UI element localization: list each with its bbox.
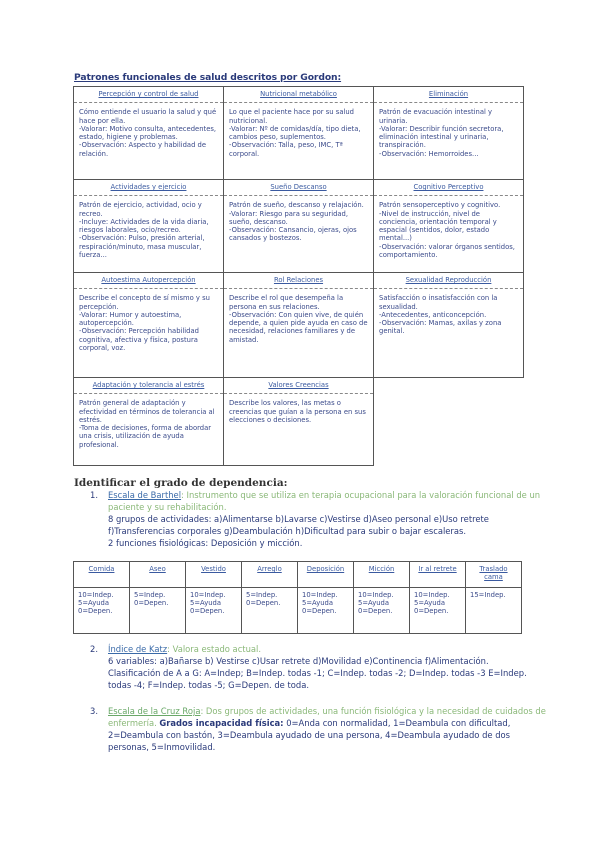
pattern-line: -Valorar: Motivo consulta, antecedentes, estado, higiene y problemas. bbox=[79, 124, 217, 142]
barthel-cell bbox=[410, 588, 466, 634]
pattern-cell bbox=[223, 86, 374, 180]
section-title-dependencia: Identificar el grado de dependencia: bbox=[74, 477, 288, 489]
pattern-line: -Incluye: Actividades de la vida diaria, riesgos laborales, ocio/recreo. bbox=[79, 217, 209, 235]
pattern-heading: Percepción y control de salud bbox=[74, 87, 223, 103]
pattern-cell bbox=[373, 272, 524, 378]
barthel-header: Aseo bbox=[130, 562, 186, 588]
barthel-header: Traslado cama bbox=[466, 562, 522, 588]
pattern-line: -Observación: Cansancio, ojeras, ojos cansados y bostezos. bbox=[229, 226, 357, 243]
barthel-value: 5=Indep. bbox=[134, 591, 166, 599]
barthel-value: 0=Depen. bbox=[190, 607, 225, 615]
pattern-line: -Valorar: Riesgo para su seguridad, sueño, descanso. bbox=[229, 209, 349, 226]
list-number: 3. bbox=[90, 706, 98, 716]
katz-variables: 6 variables: a)Bañarse b) Vestirse c)Usar retrete d)Movilidad e)Continencia f)Alimentación. bbox=[108, 656, 489, 666]
pattern-line: Cómo entiende el usuario la salud y qué hace por ella. bbox=[79, 108, 217, 125]
empty-cell bbox=[373, 377, 524, 466]
pattern-cell bbox=[73, 272, 224, 378]
pattern-heading: Autoestima Autopercepción bbox=[74, 273, 223, 289]
barthel-value: 10=Indep. bbox=[190, 591, 226, 599]
pattern-line: -Valorar: Describir función secretora, eliminación intestinal y urinaria, transpiración. bbox=[379, 124, 504, 150]
barthel-cell bbox=[466, 588, 522, 634]
barthel-header: Micción bbox=[354, 562, 410, 588]
pattern-line: -Observación: Con quien vive, de quién depende, a quien pide ayuda en caso de necesidad, relaciones familiares y de amistad. bbox=[229, 310, 368, 344]
pattern-heading: Sueño Descanso bbox=[224, 180, 373, 196]
cruzroja-description: : Dos grupos de actividades, una función fisiológica y la necesidad de cuidados de enfermería. bbox=[108, 706, 546, 728]
pattern-cell bbox=[373, 179, 524, 273]
pattern-line: -Valorar: Nº de comidas/día, tipo dieta, cambios peso, suplementos. bbox=[229, 124, 361, 142]
barthel-cell bbox=[298, 588, 354, 634]
pattern-line: -Nivel de instrucción, nivel de conciencia, orientación temporal y espacial (sentidos, dolor, estado mental...) bbox=[379, 209, 497, 243]
barthel-value: 10=Indep. bbox=[302, 591, 338, 599]
barthel-value: 0=Depen. bbox=[246, 599, 281, 607]
barthel-value: 0=Depen. bbox=[134, 599, 169, 607]
pattern-cell bbox=[373, 86, 524, 180]
pattern-cell bbox=[223, 272, 374, 378]
pattern-line: Patrón de evacuación intestinal y urinaria. bbox=[379, 108, 493, 125]
pattern-cell bbox=[73, 86, 224, 180]
pattern-line: Describe el concepto de sí mismo y su percepción. bbox=[79, 294, 210, 311]
barthel-value: 10=Indep. bbox=[358, 591, 394, 599]
pattern-line: Patrón de ejercicio, actividad, ocio y recreo. bbox=[79, 201, 202, 218]
pattern-line: Describe los valores, las metas o creencias que guían a la persona en sus elecciones o decisiones. bbox=[229, 399, 366, 424]
barthel-value: 0=Depen. bbox=[414, 607, 449, 615]
barthel-value: 5=Ayuda bbox=[302, 599, 334, 607]
pattern-line: -Observación: Talla, peso, IMC, Tª corporal. bbox=[229, 141, 343, 158]
barthel-value: 10=Indep. bbox=[414, 591, 450, 599]
pattern-cell bbox=[73, 377, 224, 466]
barthel-cell bbox=[74, 588, 130, 634]
pattern-line: Patrón general de adaptación y efectividad en términos de tolerancia al estrés. bbox=[79, 399, 215, 424]
pattern-cell bbox=[223, 179, 374, 273]
list-number: 1. bbox=[90, 490, 98, 500]
pattern-line: -Observación: Percepción habilidad cognitiva, afectiva y física, postura corporal, voz. bbox=[79, 327, 199, 353]
barthel-table bbox=[73, 561, 522, 634]
pattern-heading: Rol Relaciones bbox=[224, 273, 373, 289]
barthel-header: Deposición bbox=[298, 562, 354, 588]
barthel-value: 0=Depen. bbox=[302, 607, 337, 615]
pattern-heading: Valores Creencias bbox=[224, 378, 373, 394]
pattern-line: -Observación: Pulso, presión arterial, respiración/minuto, masa muscular, fuerza... bbox=[79, 234, 205, 260]
pattern-line: -Toma de decisiones, forma de abordar una crisis, utilización de ayuda profesional. bbox=[79, 424, 212, 449]
pattern-cell bbox=[73, 179, 224, 273]
pattern-heading: Actividades y ejercicio bbox=[74, 180, 223, 196]
pattern-line: Lo que el paciente hace por su salud nutricional. bbox=[229, 108, 354, 125]
pattern-line: -Antecedentes, anticoncepción. bbox=[379, 310, 487, 319]
barthel-cell bbox=[130, 588, 186, 634]
pattern-line: Patrón de sueño, descanso y relajación. bbox=[229, 201, 364, 210]
barthel-cell bbox=[242, 588, 298, 634]
barthel-header: Arreglo bbox=[242, 562, 298, 588]
pattern-heading: Nutricional metabólico bbox=[224, 87, 373, 103]
pattern-line: Satisfacción o insatisfacción con la sexualidad. bbox=[379, 294, 498, 311]
barthel-value: 5=Ayuda bbox=[358, 599, 390, 607]
cruzroja-grades-label: Grados incapacidad física: bbox=[159, 718, 284, 728]
list-number: 2. bbox=[90, 644, 98, 654]
pattern-line: -Observación: Hemorroides... bbox=[379, 149, 479, 158]
barthel-header: Ir al retrete bbox=[410, 562, 466, 588]
barthel-header: Vestido bbox=[186, 562, 242, 588]
barthel-value: 5=Ayuda bbox=[414, 599, 446, 607]
katz-link[interactable]: Índice de Katz bbox=[108, 644, 168, 654]
pattern-cell bbox=[223, 377, 374, 466]
pattern-heading: Sexualidad Reproducción bbox=[374, 273, 523, 289]
cruzroja-link[interactable]: Escala de la Cruz Roja bbox=[108, 706, 201, 716]
barthel-groups: 8 grupos de actividades: a)Alimentarse b)Lavarse c)Vestirse d)Aseo personal e)Uso retrete f)Transferencias corporales g)Deambulación h)Dificultad para subir o bajar escaleras. bbox=[108, 514, 489, 536]
barthel-value: 5=Ayuda bbox=[190, 599, 222, 607]
katz-classification: Clasificación de A a G: A=Indep; B=Indep. todas -1; C=Indep. todas -2; D=Indep. todas -3 E=Indep. todas -4; F=Indep. todas -5; G=Depen. de toda. bbox=[108, 668, 527, 690]
barthel-cell bbox=[354, 588, 410, 634]
barthel-value: 5=Indep. bbox=[246, 591, 278, 599]
cruzroja-grades: 0=Anda con normalidad, 1=Deambula con dificultad, 2=Deambula con bastón, 3=Deambula ayudado de una persona, 4=Deambula ayudado de dos personas, 5=Inmovilidad. bbox=[108, 718, 511, 752]
barthel-functions: 2 funciones fisiológicas: Deposición y micción. bbox=[108, 538, 303, 548]
gordon-patterns-grid bbox=[73, 86, 523, 465]
barthel-value: 10=Indep. bbox=[78, 591, 114, 599]
barthel-value: 0=Depen. bbox=[358, 607, 393, 615]
pattern-line: -Observación: Mamas, axilas y zona genital. bbox=[379, 319, 502, 336]
pattern-line: -Observación: Aspecto y habilidad de relación. bbox=[79, 141, 207, 158]
pattern-line: -Observación: valorar órganos sentidos, comportamiento. bbox=[379, 242, 515, 260]
katz-description: : Valora estado actual. bbox=[167, 644, 262, 654]
page-title: Patrones funcionales de salud descritos por Gordon: bbox=[74, 72, 342, 83]
barthel-value: 0=Depen. bbox=[78, 607, 113, 615]
barthel-header: Comida bbox=[74, 562, 130, 588]
barthel-link[interactable]: Escala de Barthel bbox=[108, 490, 182, 500]
pattern-line: -Valorar: Humor y autoestima, autopercepción. bbox=[79, 310, 182, 328]
barthel-value: 5=Ayuda bbox=[78, 599, 110, 607]
pattern-heading: Cognitivo Perceptivo bbox=[374, 180, 523, 196]
pattern-line: Describe el rol que desempeña la persona en sus relaciones. bbox=[229, 294, 344, 311]
barthel-value: 15=Indep. bbox=[470, 591, 506, 599]
barthel-cell bbox=[186, 588, 242, 634]
pattern-heading: Adaptación y tolerancia al estrés bbox=[74, 378, 223, 394]
barthel-description: : Instrumento que se utiliza en terapia ocupacional para la valoración funcional de un paciente y su rehabilitación. bbox=[108, 490, 541, 512]
pattern-line: Patrón sensoperceptivo y cognitivo. bbox=[379, 201, 501, 210]
pattern-heading: Eliminación bbox=[374, 87, 523, 103]
